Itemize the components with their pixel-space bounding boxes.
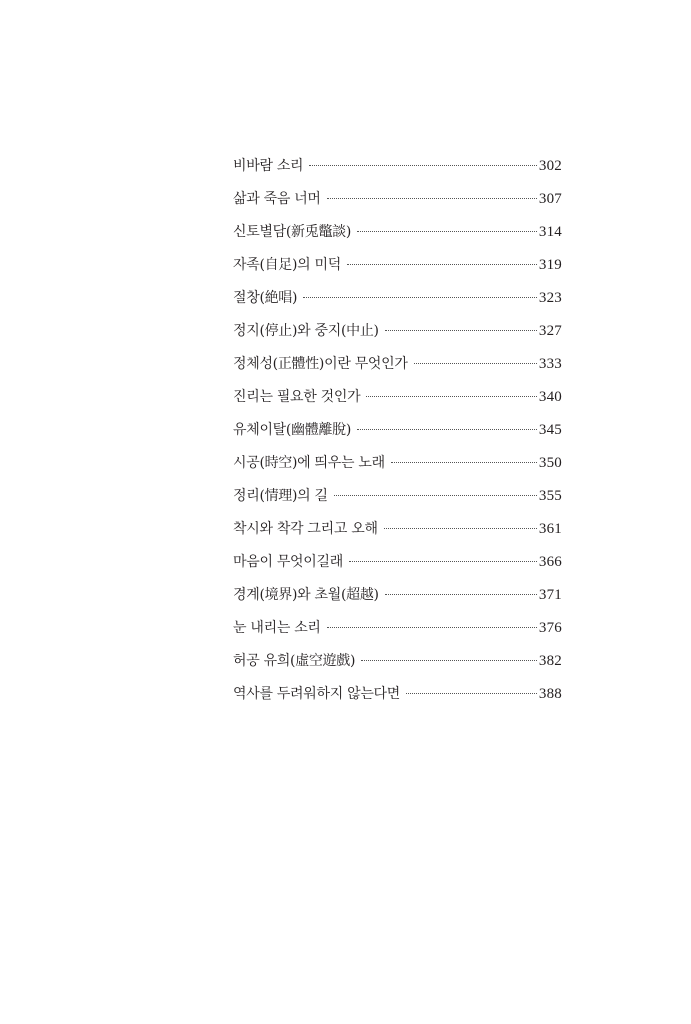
toc-entry-title: 신토별담(新兎鼈談) [233,224,352,240]
toc-entry-title: 비바람 소리 [233,158,304,174]
toc-entry[interactable] [233,250,562,283]
toc-entry-page-number: 333 [538,356,562,372]
toc-entry[interactable] [233,679,562,712]
toc-entry[interactable] [233,646,562,679]
toc-entry[interactable] [233,382,562,415]
toc-entry-title: 눈 내리는 소리 [233,620,321,636]
toc-entry-title: 경계(境界)와 초월(超越) [233,587,379,603]
dot-leader [391,462,537,463]
dot-leader [385,594,537,595]
toc-entry-page-number: 345 [538,422,562,438]
dot-leader [334,495,537,496]
dot-leader [366,396,537,397]
toc-entry-page-number: 302 [538,158,562,174]
toc-entry[interactable] [233,151,562,184]
toc-entry-title: 정리(情理)의 길 [233,488,328,504]
table-of-contents [233,151,562,712]
toc-entry-page-number: 376 [538,620,562,636]
toc-entry-page-number: 314 [538,224,562,240]
toc-entry[interactable] [233,283,562,316]
toc-entry[interactable] [233,481,562,514]
dot-leader [347,264,537,265]
toc-entry-page-number: 371 [538,587,562,603]
toc-entry[interactable] [233,613,562,646]
toc-entry-title: 유체이탈(幽體離脫) [233,422,352,438]
dot-leader [327,627,537,628]
toc-entry[interactable] [233,349,562,382]
dot-leader [309,165,537,166]
dot-leader [303,297,537,298]
toc-entry-title: 착시와 착각 그리고 오해 [233,521,378,537]
toc-entry-page-number: 319 [538,257,562,273]
toc-entry-page-number: 340 [538,389,562,405]
toc-entry[interactable] [233,316,562,349]
toc-entry-title: 시공(時空)에 띄우는 노래 [233,455,385,471]
toc-entry-title: 자족(自足)의 미덕 [233,257,341,273]
toc-entry-title: 허공 유희(虛空遊戲) [233,653,356,669]
dot-leader [349,561,537,562]
toc-entry-title: 마음이 무엇이길래 [233,554,343,570]
toc-entry-title: 역사를 두려워하지 않는다면 [233,686,400,702]
toc-entry[interactable] [233,184,562,217]
dot-leader [357,429,537,430]
dot-leader [384,528,537,529]
dot-leader [357,231,537,232]
toc-entry-title: 삶과 죽음 너머 [233,191,321,207]
toc-entry-page-number: 350 [538,455,562,471]
dot-leader [385,330,537,331]
toc-entry-title: 정체성(正體性)이란 무엇인가 [233,356,408,372]
toc-entry[interactable] [233,547,562,580]
toc-entry[interactable] [233,514,562,547]
toc-entry-page-number: 361 [538,521,562,537]
toc-entry-title: 절창(絶唱) [233,290,298,306]
toc-entry-page-number: 366 [538,554,562,570]
toc-entry[interactable] [233,415,562,448]
toc-entry[interactable] [233,217,562,250]
dot-leader [414,363,537,364]
toc-entry-page-number: 323 [538,290,562,306]
toc-entry-page-number: 382 [538,653,562,669]
toc-entry[interactable] [233,580,562,613]
toc-entry-page-number: 327 [538,323,562,339]
dot-leader [406,693,537,694]
toc-entry-page-number: 307 [538,191,562,207]
dot-leader [327,198,537,199]
toc-entry[interactable] [233,448,562,481]
toc-entry-page-number: 388 [538,686,562,702]
dot-leader [361,660,537,661]
toc-entry-page-number: 355 [538,488,562,504]
toc-entry-title: 정지(停止)와 중지(中止) [233,323,379,339]
toc-entry-title: 진리는 필요한 것인가 [233,389,361,405]
